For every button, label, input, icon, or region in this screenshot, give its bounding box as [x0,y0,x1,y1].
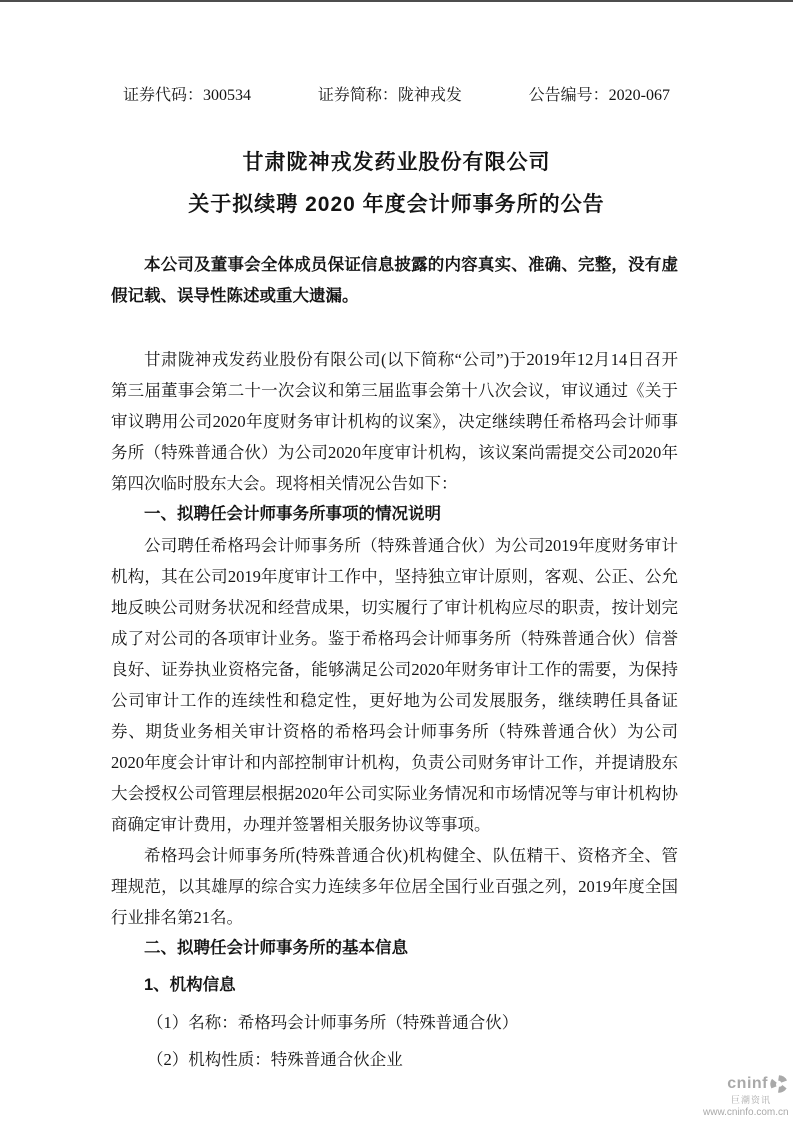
firm-nature-item: （2）机构性质：特殊普通合伙企业 [147,1050,403,1069]
cninfo-wordmark-text: cninf [727,1075,768,1092]
document-body [111,250,678,1075]
section1-paragraph: 公司聘任希格玛会计师事务所（特殊普通合伙）为公司2019年度财务审计机构，其在公司2019年度审计工作中，坚持独立审计原则，客观、公正、公允地反映公司财务状况和经营成果，切实履行了审计机构应尽的职责，按计划完成了对公司的各项审计业务。鉴于希格玛会计师事务所（特殊普通合伙）信誉良好、证券执业资格完备，能够满足公司2020年财务审计工作的需要，为保持公司审计工作的连续性和稳定性，更好地为公司发展服务，继续聘任具备证券、期货业务相关审计资格的希格玛会计师事务所（特殊普通合伙）为公司2020年度会计审计和内部控制审计机构，负责公司财务审计工作，并提请股东大会授权公司管理层根据2020年公司实际业务情况和市场情况等与审计机构协商确定审计费用，办理并签署相关服务协议等事项。 [111,536,678,834]
cninfo-chinese-name: 巨潮资讯 [730,1095,771,1105]
disclosure-notice: 本公司及董事会全体成员保证信息披露的内容真实、准确、完整，没有虚假记载、误导性陈述或重大遗漏。 [111,256,678,305]
cninfo-wordmark-row [703,1074,789,1094]
document-title [0,142,793,226]
section2-heading: 二、拟聘任会计师事务所的基本信息 [144,939,408,957]
intro-paragraph: 甘肃陇神戎发药业股份有限公司(以下简称“公司”)于2019年12月14日召开第三届董事会第二十一次会议和第三届监事会第十八次会议，审议通过《关于审议聘用公司2020年度财务审计机构的议案》，决定继续聘任希格玛会计师事务所（特殊普通合伙）为公司2020年度审计机构，该议案尚需提交公司2020年第四次临时股东大会。现将相关情况公告如下： [111,350,678,493]
stock-abbr: 证券简称：陇神戎发 [317,87,462,104]
firm-name-item: （1）名称：希格玛会计师事务所（特殊普通合伙） [147,1013,519,1032]
subsection-heading: 1、机构信息 [144,976,236,994]
document-title-line2: 关于拟续聘 2020 年度会计师事务所的公告 [188,193,605,216]
document-header [123,86,670,106]
document-title-line1: 甘肃陇神戎发药业股份有限公司 [242,151,551,174]
firm-strength-paragraph: 希格玛会计师事务所(特殊普通合伙)机构健全、队伍精干、资格齐全、管理规范，以其雄厚的综合实力连续多年位居全国行业百强之列，2019年度全国行业排名第21名。 [111,846,678,927]
cninfo-url: www.cninfo.com.cn [703,1107,789,1118]
cninfo-swirl-icon [769,1074,789,1094]
cninfo-logo [703,1074,789,1118]
announcement-number: 公告编号：2020-067 [528,87,670,104]
stock-code: 证券代码：300534 [123,87,252,104]
section1-heading: 一、拟聘任会计师事务所事项的情况说明 [144,505,441,523]
